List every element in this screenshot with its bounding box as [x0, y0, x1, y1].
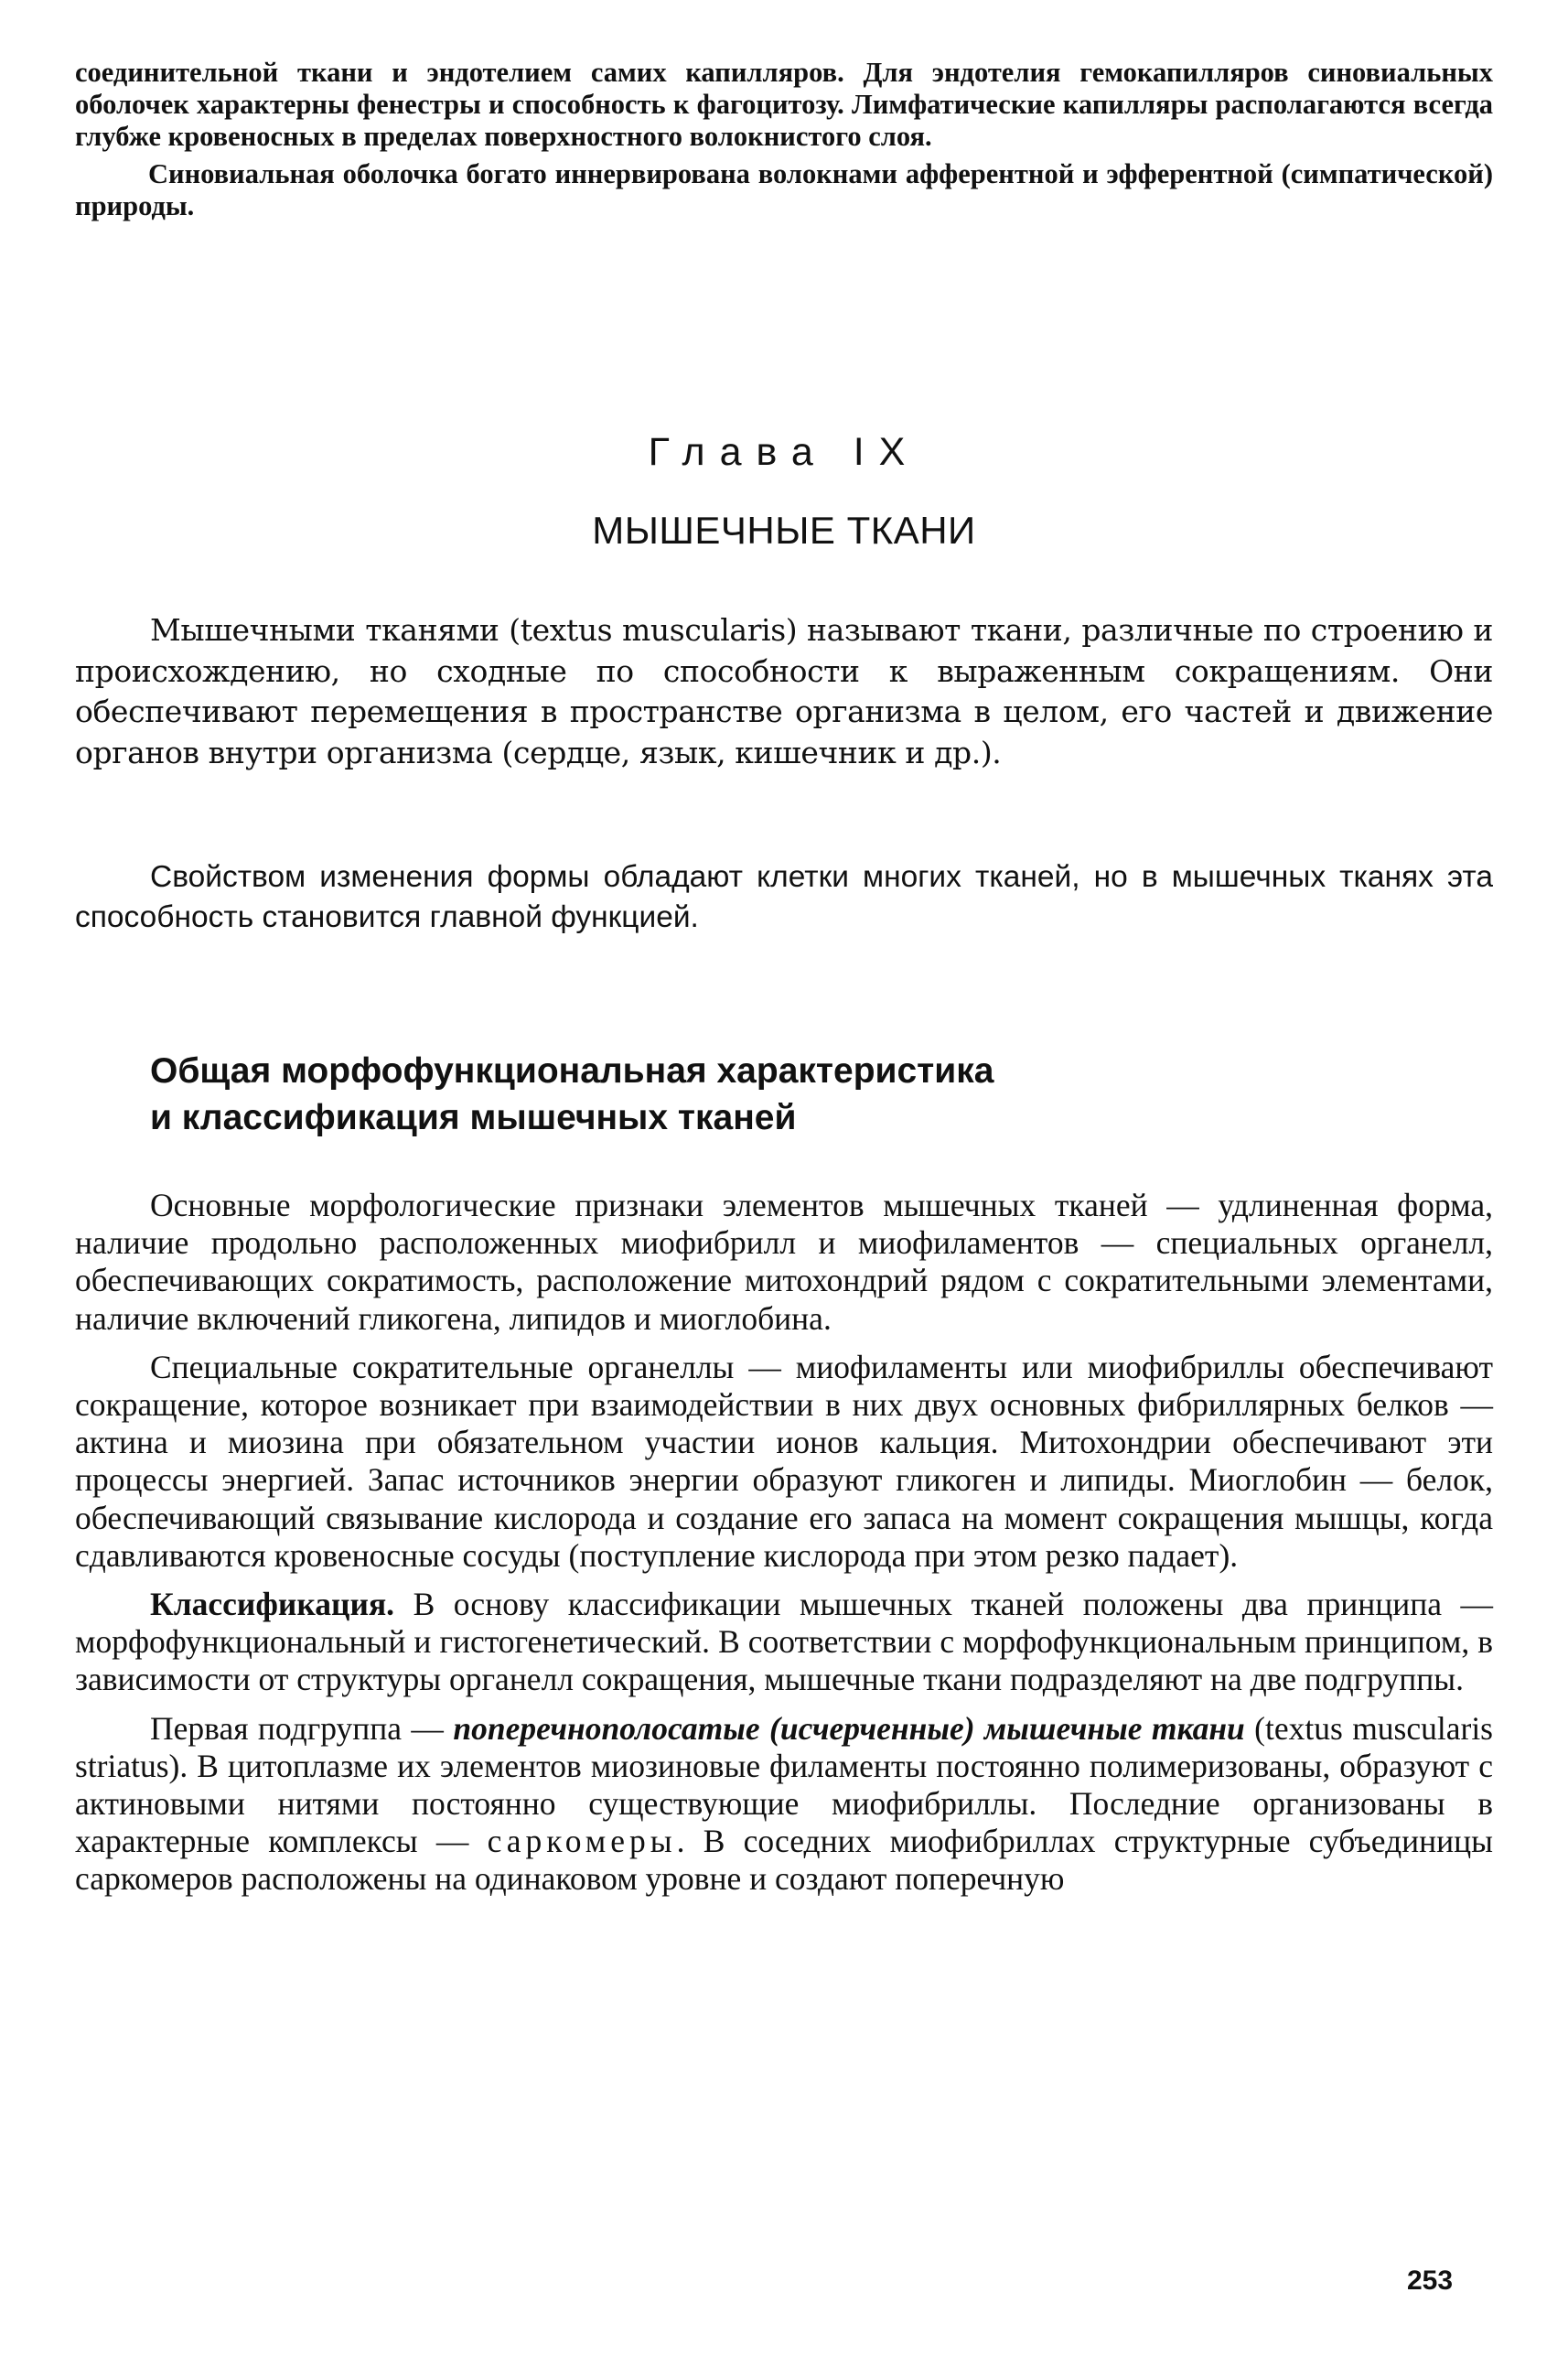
section-title-line-2: и классификация мышечных тканей: [150, 1098, 797, 1137]
section-title-line-1: Общая морфофункциональная характеристика: [150, 1051, 994, 1091]
top-paragraph-2: Синовиальная оболочка богато иннервирована волокнами афферентной и эфферентной (симпатической) природы.: [75, 158, 1493, 221]
body-paragraph-2: Специальные сократительные органеллы — миофиламенты или миофибриллы обеспечивают сокращение, которое возникает при взаимодействии в них двух основных фибриллярных белков — актина и миозина при обязательном участии ионов кальция. Митохондрии обеспечивают эти процессы энергией. Запас источников энергии образуют гликоген и липиды. Миоглобин — белок, обеспечивающий связывание кислорода и создание его запаса на момент сокращения мышцы, когда сдавливаются кровеносные сосуды (поступление кислорода при этом резко падает).: [75, 1348, 1493, 1574]
chapter-title: МЫШЕЧНЫЕ ТКАНИ: [592, 509, 976, 552]
body-paragraph-4-mid: (textus muscularis striatus). В цитоплазме их элементов миозиновые филаменты постоянно полимеризованы, образуют с актиновыми нитями постоянно существующие миофибриллы. Последние организованы в характерные комплексы —: [75, 1709, 1493, 1860]
sarcomeres-term: саркомеры: [487, 1823, 677, 1860]
top-paragraph-1: соединительной ткани и эндотелием самих капилляров. Для эндотелия гемокапилляров синовиальных оболочек характерны фенестры и способность к фагоцитозу. Лимфатические капилляры располагаются всегда глубже кровеносных в пределах поверхностного волокнистого слоя.: [75, 57, 1493, 152]
intro-paragraph-2: Свойством изменения формы обладают клетки многих тканей, но в мышечных тканях эта способность становится главной функцией.: [75, 860, 1493, 934]
top-text-block: [75, 57, 1493, 222]
section-title: [150, 1048, 1431, 1141]
body-text: [75, 1187, 1493, 1910]
page: [75, 57, 1493, 1898]
striated-tissue-term: поперечнополосатые (исчерченные) мышечные ткани: [453, 1709, 1245, 1747]
intro-paragraph-1: Мышечными тканями (textus muscularis) называют ткани, различные по строению и происхождению, но сходные по способности к выраженным сокращениям. Они обеспечивают перемещения в пространстве организма в целом, его частей и движение органов внутри организма (сердце, язык, кишечник и др.).: [75, 612, 1493, 770]
body-paragraph-4-end: . В соседних миофибриллах структурные субъединицы саркомеров расположены на одинаковом уровне и создают поперечную: [75, 1823, 1493, 1898]
body-paragraph-4: [75, 1710, 1493, 1899]
body-paragraph-3: [75, 1586, 1493, 1699]
classification-runin-heading: Классификация.: [150, 1586, 395, 1623]
chapter-label: Глава IX: [648, 430, 920, 474]
body-paragraph-1: Основные морфологические признаки элементов мышечных тканей — удлиненная форма, наличие продольно расположенных миофибрилл и миофиламентов — специальных органелл, обеспечивающих сократимость, расположение митохондрий рядом с сократительными элементами, наличие включений гликогена, липидов и миоглобина.: [75, 1187, 1493, 1337]
body-paragraph-3-text: В основу классификации мышечных тканей положены два принципа — морфофункциональный и гистогенетический. В соответствии с морфофункциональным принципом, в зависимости от структуры органелл сокращения, мышечные ткани подразделяют на две подгруппы.: [75, 1586, 1493, 1698]
body-paragraph-4-start: Первая подгруппа —: [150, 1709, 454, 1747]
page-number: 253: [1407, 2266, 1454, 2296]
